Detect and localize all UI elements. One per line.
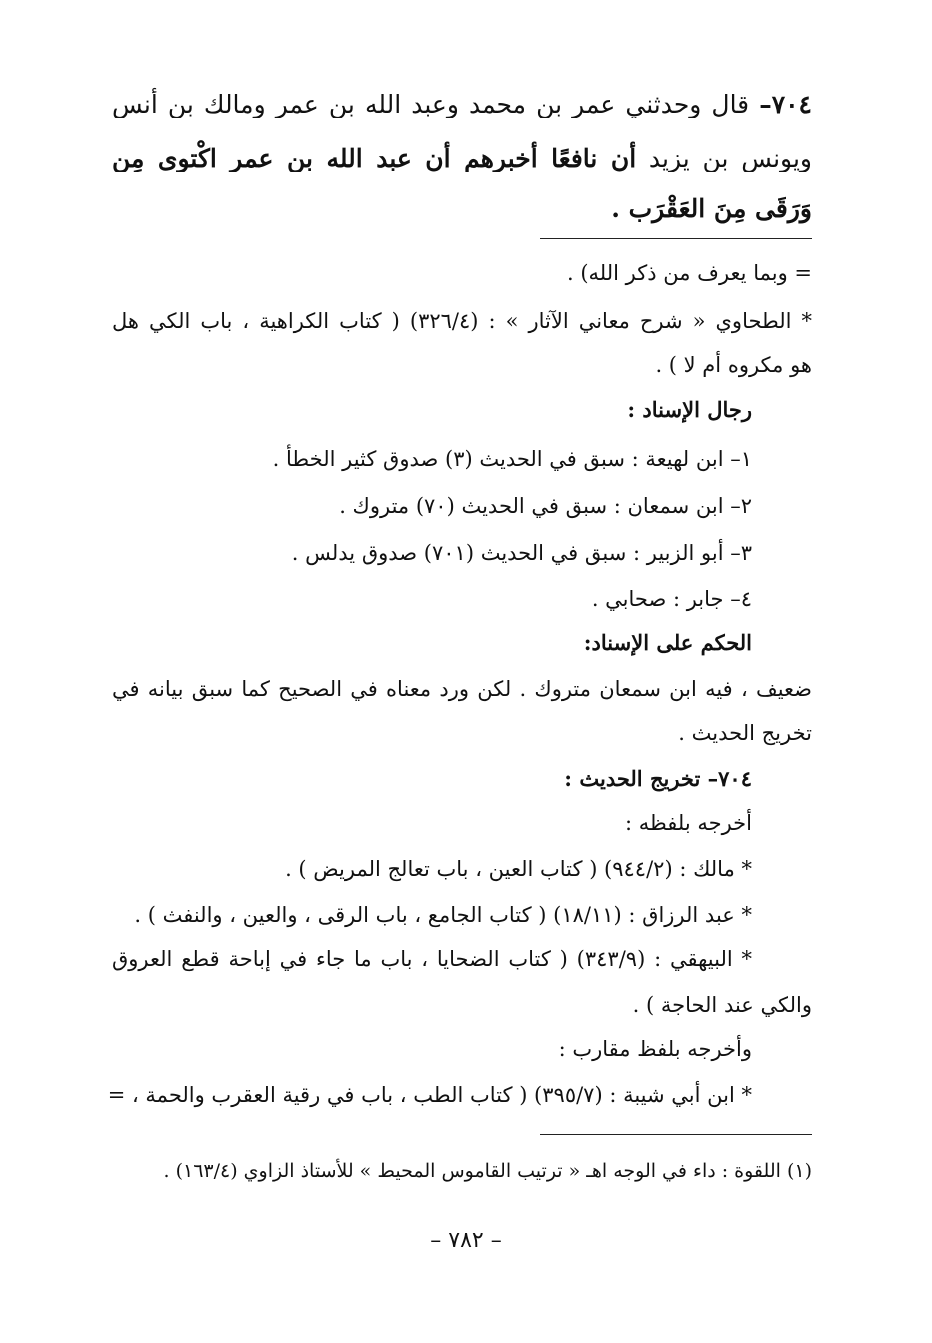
rijal-heading: رجال الإسناد : xyxy=(627,397,752,422)
hadith-text-2a: ويونس بن يزيد xyxy=(648,144,812,172)
hadith-number: ٧٠٤– xyxy=(759,90,812,118)
hukm-heading: الحكم على الإسناد: xyxy=(583,630,752,655)
takhrij-intro-1: أخرجه بلفظه : xyxy=(625,811,752,835)
separator-rule xyxy=(540,238,812,239)
hadith-line-3: وَرَقَى مِنَ العَقْرَب . xyxy=(611,194,812,223)
takhrij-item-4: * ابن أبي شيبة : (٣٩٥/٧) ( كتاب الطب ، باب في رقية العقرب والحمة ، = xyxy=(107,1083,752,1107)
page-number: – ٧٨٢ – xyxy=(430,1228,502,1253)
takhrij-item-2: * عبد الرزاق : (١٨/١١) ( كتاب الجامع ، باب الرقى ، والعين ، والنفث ) . xyxy=(134,903,752,927)
hadith-text-2b: أن نافعًا أخبرهم أن عبد الله بن عمر اكْتوى مِن xyxy=(112,144,637,172)
takhrij-item-1: * مالك : (٩٤٤/٢) ( كتاب العين ، باب تعالج المريض ) . xyxy=(285,857,752,881)
rijal-item-2: ٢– ابن سمعان : سبق في الحديث (٧٠) متروك . xyxy=(339,494,752,518)
continuation-line-2: * الطحاوي « شرح معاني الآثار » : (٣٢٦/٤) ( كتاب الكراهية ، باب الكي هل xyxy=(112,309,812,333)
hadith-line-1 xyxy=(112,86,812,118)
takhrij-item-3-line-1: * البيهقي : (٣٤٣/٩) ( كتاب الضحايا ، باب ما جاء في إباحة قطع العروق xyxy=(112,947,752,971)
takhrij-item-3-line-2: والكي عند الحاجة ) . xyxy=(632,993,812,1017)
hadith-text-1: قال وحدثني عمر بن محمد وعبد الله بن عمر ومالك بن أنس xyxy=(112,90,750,118)
continuation-line-1: = وبما يعرف من ذكر الله) . xyxy=(567,261,812,285)
takhrij-intro-2: وأخرجه بلفظ مقارب : xyxy=(558,1037,752,1061)
continuation-line-3: هو مكروه أم لا ) . xyxy=(655,353,812,377)
hukm-line-2: تخريج الحديث . xyxy=(678,721,812,745)
footnote-rule xyxy=(540,1134,812,1135)
rijal-item-4: ٤– جابر : صحابي . xyxy=(591,587,752,611)
takhrij-heading: ٧٠٤– تخريج الحديث : xyxy=(564,766,752,791)
rijal-item-3: ٣– أبو الزبير : سبق في الحديث (٧٠١) صدوق يدلس . xyxy=(291,541,752,565)
hukm-line-1: ضعيف ، فيه ابن سمعان متروك . لكن ورد معناه في الصحيح كما سبق بيانه في xyxy=(112,677,812,701)
rijal-item-1: ١– ابن لهيعة : سبق في الحديث (٣) صدوق كثير الخطأ . xyxy=(272,447,752,471)
footnote: (١) اللقوة : داء في الوجه اهـ « ترتيب القاموس المحيط » للأستاذ الزاوي (١٦٣/٤) . xyxy=(163,1160,812,1182)
hadith-line-2 xyxy=(112,140,812,172)
